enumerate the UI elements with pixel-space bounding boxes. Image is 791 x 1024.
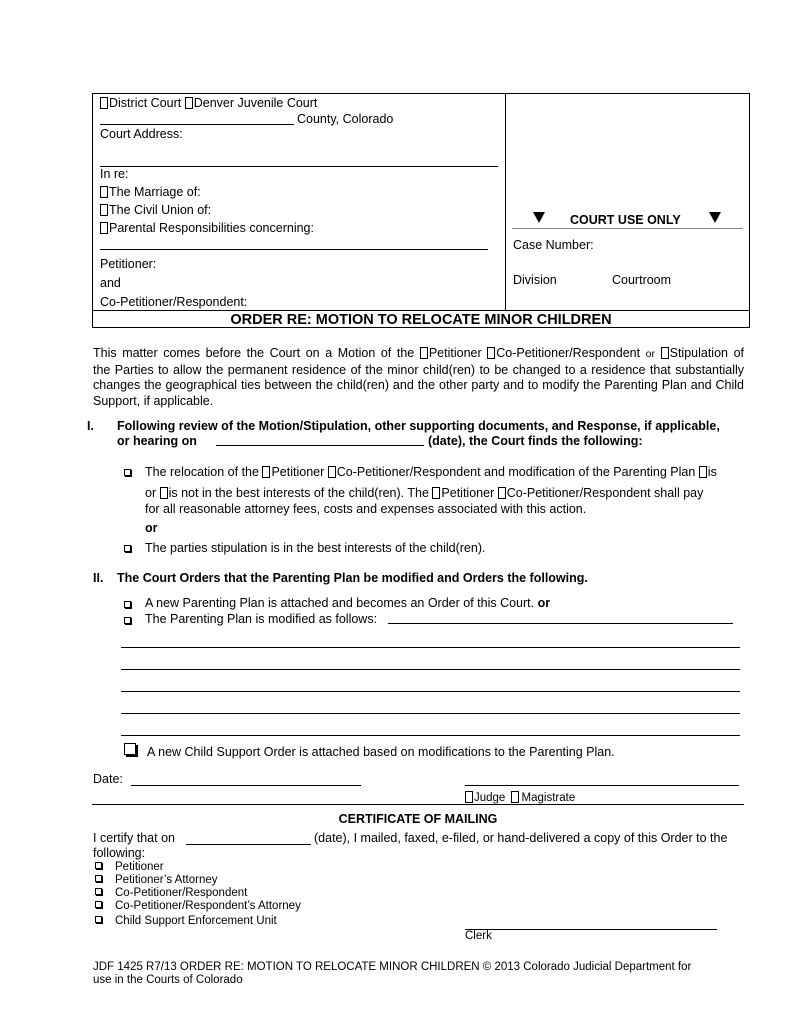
modification-field[interactable]: [121, 647, 740, 648]
recipient-label: Co-Petitioner/Respondent’s Attorney: [115, 900, 301, 912]
finding-is-checkbox[interactable]: [699, 466, 707, 478]
intro-stipulation-checkbox[interactable]: [661, 347, 669, 359]
mailing-date-field[interactable]: [186, 844, 311, 845]
order-2-checkbox[interactable]: [124, 614, 131, 628]
and-label: and: [100, 276, 121, 290]
child-support-text: A new Child Support Order is attached based on modifications to the Parenting Plan.: [147, 745, 615, 759]
modification-field[interactable]: [121, 669, 740, 670]
child-support-checkbox[interactable]: [124, 743, 136, 757]
county-label: County, Colorado: [297, 112, 394, 126]
page-title: ORDER RE: MOTION TO RELOCATE MINOR CHILDREN: [230, 312, 612, 328]
pay-petitioner-checkbox[interactable]: [432, 487, 440, 499]
finding-petitioner-label: Petitioner: [271, 465, 325, 479]
intro-co-petitioner-label: Co-Petitioner/Respondent: [496, 346, 641, 360]
civil-union-label: The Civil Union of:: [109, 203, 212, 217]
certificate-line1a: I certify that on: [93, 831, 175, 845]
civil-union-checkbox[interactable]: [100, 204, 108, 216]
pay-co-petitioner-checkbox[interactable]: [498, 487, 506, 499]
case-number-label: Case Number:: [513, 238, 594, 252]
recipient-label: Child Support Enforcement Unit: [115, 915, 277, 927]
date-field[interactable]: [131, 785, 361, 786]
recipient-row: [95, 861, 164, 873]
recipient-row: [95, 915, 277, 927]
marriage-checkbox[interactable]: [100, 186, 108, 198]
marriage-row: [100, 185, 201, 199]
section-1-number: I.: [87, 419, 94, 433]
finding-is-label: is: [707, 465, 717, 479]
certificate-line1b: (date), I mailed, faxed, e-filed, or hand-delivered a copy of this Order to the: [314, 831, 728, 845]
finding-2-text: The parties stipulation is in the best interests of the child(ren).: [145, 541, 486, 555]
finding-or-word: or: [145, 521, 158, 535]
section-2-heading: The Court Orders that the Parenting Plan be modified and Orders the following.: [117, 571, 588, 585]
section-1-line2b: (date), the Court finds the following:: [428, 434, 643, 448]
footer-line1: JDF 1425 R7/13 ORDER RE: MOTION TO RELOCATE MINOR CHILDREN © 2013 Colorado Judicial Department for: [93, 961, 692, 973]
district-court-label: District Court: [109, 96, 182, 110]
recipient-label: Petitioner’s Attorney: [115, 874, 218, 886]
section-1-line2a: or hearing on: [117, 434, 197, 448]
intro-petitioner-checkbox[interactable]: [420, 347, 428, 359]
finding-is-not-checkbox[interactable]: [160, 487, 168, 499]
modification-field[interactable]: [121, 691, 740, 692]
in-re-label: In re:: [100, 167, 129, 181]
recipient-checkbox[interactable]: [95, 901, 102, 908]
division-label: Division: [513, 273, 557, 287]
finding-1-checkbox[interactable]: [124, 466, 131, 480]
recipient-label: Co-Petitioner/Respondent: [115, 887, 248, 899]
parental-checkbox[interactable]: [100, 222, 108, 234]
finding-or: or: [145, 486, 157, 500]
finding-is-not-label: is not in the best interests of the child(ren). The: [168, 486, 429, 500]
recipient-label: Petitioner: [115, 861, 164, 873]
recipient-checkbox[interactable]: [95, 916, 102, 923]
title-divider: [92, 310, 750, 311]
court-address-label: Court Address:: [100, 127, 183, 141]
caption-divider: [505, 93, 506, 311]
civil-union-row: [100, 203, 211, 217]
courtroom-label: Courtroom: [612, 273, 672, 287]
finding-1-line1: [145, 465, 717, 479]
recipient-row: [95, 874, 218, 886]
pay-co-petitioner-label: Co-Petitioner/Respondent shall pay: [506, 486, 704, 500]
parties-field[interactable]: [100, 249, 488, 250]
magistrate-checkbox[interactable]: [511, 791, 519, 803]
section-2-number: II.: [93, 571, 104, 585]
intro-text: This matter comes before the Court on a Motion of the: [93, 346, 415, 360]
certificate-title: CERTIFICATE OF MAILING: [338, 812, 498, 826]
judge-signature-field[interactable]: [465, 785, 739, 786]
section-1-line1: Following review of the Motion/Stipulation, other supporting documents, and Response, if applicable,: [117, 419, 720, 433]
intro-stipulation-label: Stipulation of: [669, 346, 744, 360]
finding-1-line2: [145, 486, 703, 500]
court-use-rule: [512, 228, 743, 229]
county-field[interactable]: [100, 124, 294, 125]
juvenile-court-label: Denver Juvenile Court: [193, 96, 318, 110]
hearing-date-field[interactable]: [216, 445, 424, 446]
finding-co-petitioner-label: Co-Petitioner/Respondent and modification of the Parenting Plan: [336, 465, 696, 479]
petitioner-label: Petitioner:: [100, 257, 157, 271]
recipient-checkbox[interactable]: [95, 888, 102, 895]
finding-1-text: The relocation of the: [145, 465, 259, 479]
court-address-field[interactable]: [100, 166, 498, 167]
order-1-or: or: [537, 596, 551, 610]
recipient-checkbox[interactable]: [95, 875, 102, 882]
modification-field[interactable]: [121, 713, 740, 714]
intro-or: or: [645, 348, 656, 360]
order-1-text: A new Parenting Plan is attached and becomes an Order of this Court.: [145, 596, 535, 610]
finding-petitioner-checkbox[interactable]: [262, 466, 270, 478]
recipient-checkbox[interactable]: [95, 862, 102, 869]
date-label: Date:: [93, 772, 123, 786]
intro-paragraph: [93, 346, 744, 409]
district-court-checkbox[interactable]: [100, 97, 108, 109]
co-petitioner-label: Co-Petitioner/Respondent:: [100, 295, 248, 309]
clerk-signature-field[interactable]: [465, 929, 717, 930]
modification-field[interactable]: [388, 623, 733, 624]
judge-label: Judge: [474, 792, 506, 804]
down-arrow-icon: [533, 212, 545, 226]
finding-1-line3: for all reasonable attorney fees, costs and expenses associated with this action.: [145, 502, 587, 516]
court-use-only-label: COURT USE ONLY: [570, 213, 681, 227]
intro-rest: the Parties to allow the permanent residence of the minor child(ren) to be changed to a residence that substantially changes the geographical ties between the child(ren) and the other party and to modify the Parenting Plan and Child Support, if applicable.: [93, 362, 744, 408]
recipient-row: [95, 887, 247, 899]
finding-co-petitioner-checkbox[interactable]: [328, 466, 336, 478]
judge-checkbox[interactable]: [465, 791, 473, 803]
marriage-label: The Marriage of:: [109, 185, 201, 199]
finding-2-checkbox[interactable]: [124, 542, 131, 556]
recipient-row: [95, 900, 301, 912]
footer-line2: use in the Courts of Colorado: [93, 974, 243, 986]
separator-rule: [92, 804, 744, 805]
down-arrow-icon: [709, 212, 721, 226]
intro-petitioner-label: Petitioner: [428, 346, 482, 360]
juvenile-court-checkbox[interactable]: [185, 97, 193, 109]
modification-field[interactable]: [121, 735, 740, 736]
parental-row: [100, 221, 314, 235]
magistrate-label: Magistrate: [521, 792, 576, 804]
parental-label: Parental Responsibilities concerning:: [109, 221, 314, 235]
order-2-text: The Parenting Plan is modified as follows:: [145, 612, 378, 626]
intro-co-petitioner-checkbox[interactable]: [487, 347, 495, 359]
order-1-row: [145, 596, 550, 610]
pay-petitioner-label: Petitioner: [441, 486, 495, 500]
certificate-line2: following:: [93, 846, 146, 860]
judge-magistrate-row: [465, 791, 575, 804]
order-1-checkbox[interactable]: [124, 598, 131, 612]
court-type-row: [100, 96, 317, 110]
clerk-label: Clerk: [465, 930, 492, 942]
